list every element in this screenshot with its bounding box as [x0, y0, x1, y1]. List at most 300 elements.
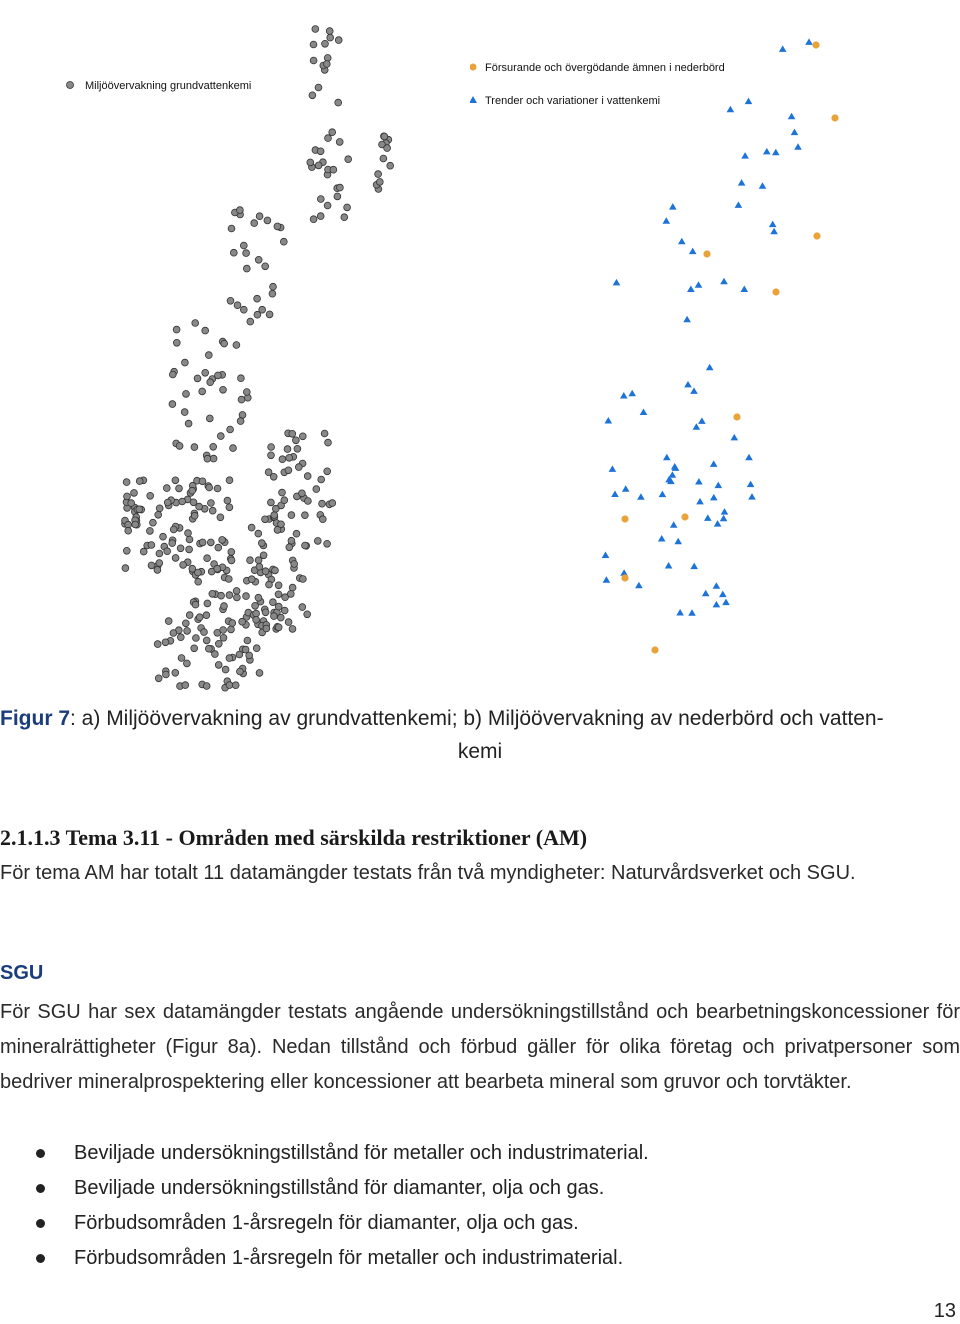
legend-marker-groundwater	[67, 82, 74, 89]
groundwater-station-marker	[140, 548, 147, 555]
caption-text-line2: kemi	[457, 740, 503, 763]
groundwater-station-marker	[299, 433, 306, 440]
groundwater-station-marker	[173, 339, 180, 346]
groundwater-station-marker	[221, 340, 228, 347]
groundwater-station-marker	[266, 311, 273, 318]
groundwater-station-marker	[124, 493, 131, 500]
groundwater-station-marker	[221, 603, 228, 610]
groundwater-station-marker	[206, 415, 213, 422]
groundwater-station-marker	[228, 225, 235, 232]
groundwater-station-marker	[248, 524, 255, 531]
map-groundwater-chemistry	[0, 0, 470, 695]
groundwater-station-marker	[274, 527, 281, 534]
groundwater-station-marker	[156, 560, 163, 567]
groundwater-station-marker	[281, 607, 288, 614]
groundwater-station-marker	[247, 318, 254, 325]
groundwater-station-marker	[268, 499, 275, 506]
trend-station-marker	[748, 493, 756, 500]
groundwater-station-marker	[344, 204, 351, 211]
section-intro: För tema AM har totalt 11 datamängder testats från två myndigheter: Naturvårdsverket och SGU.	[0, 862, 856, 884]
groundwater-station-marker	[220, 627, 227, 634]
trend-station-marker	[674, 538, 682, 545]
groundwater-station-marker	[150, 519, 157, 526]
groundwater-station-marker	[220, 634, 227, 641]
groundwater-station-marker	[177, 634, 184, 641]
groundwater-station-marker	[131, 490, 138, 497]
trend-station-marker	[603, 576, 611, 583]
trend-station-marker	[687, 286, 695, 293]
groundwater-station-marker	[132, 521, 139, 528]
groundwater-station-marker	[123, 479, 130, 486]
groundwater-station-marker	[310, 57, 317, 64]
groundwater-station-marker	[228, 626, 235, 633]
groundwater-station-marker	[295, 464, 302, 471]
list-item-text: Beviljade undersökningstillstånd för metaller och industrimaterial.	[74, 1142, 649, 1164]
groundwater-station-marker	[243, 593, 250, 600]
groundwater-station-marker	[169, 371, 176, 378]
groundwater-station-marker	[330, 166, 337, 173]
groundwater-station-marker	[262, 263, 269, 270]
groundwater-station-marker	[251, 220, 258, 227]
groundwater-station-marker	[387, 162, 394, 169]
groundwater-station-marker	[215, 372, 222, 379]
groundwater-station-marker	[275, 624, 282, 631]
groundwater-station-marker	[384, 145, 391, 152]
groundwater-station-marker	[209, 507, 216, 514]
groundwater-station-marker	[172, 669, 179, 676]
groundwater-station-marker	[170, 526, 177, 533]
groundwater-station-marker	[285, 619, 292, 626]
groundwater-station-marker	[226, 504, 233, 511]
groundwater-station-marker	[299, 604, 306, 611]
trend-station-marker	[684, 381, 692, 388]
groundwater-station-marker	[210, 443, 217, 450]
trend-station-marker	[605, 417, 613, 424]
groundwater-station-marker	[239, 412, 246, 419]
trend-station-marker	[719, 591, 727, 598]
trend-station-marker	[702, 590, 710, 597]
groundwater-station-marker	[186, 612, 193, 619]
bullet-icon	[36, 1254, 45, 1263]
groundwater-station-marker	[191, 645, 198, 652]
groundwater-station-marker	[204, 600, 211, 607]
groundwater-station-marker	[335, 37, 342, 44]
groundwater-station-marker	[341, 214, 348, 221]
groundwater-station-marker	[181, 409, 188, 416]
trend-station-marker	[710, 460, 718, 467]
groundwater-station-marker	[376, 179, 383, 186]
groundwater-station-marker	[253, 645, 260, 652]
groundwater-station-marker	[125, 527, 132, 534]
groundwater-station-marker	[176, 443, 183, 450]
groundwater-station-marker	[381, 133, 388, 140]
groundwater-station-marker	[268, 444, 275, 451]
map-precipitation-water	[470, 0, 960, 695]
groundwater-station-marker	[279, 489, 286, 496]
groundwater-station-marker	[286, 454, 293, 461]
groundwater-station-marker	[259, 306, 266, 313]
groundwater-station-marker	[256, 563, 263, 570]
groundwater-station-marker	[176, 485, 183, 492]
groundwater-station-marker	[203, 637, 210, 644]
groundwater-station-marker	[337, 184, 344, 191]
groundwater-station-marker	[253, 616, 260, 623]
groundwater-station-marker	[199, 478, 206, 485]
trend-station-marker	[715, 482, 723, 489]
bullet-list	[0, 1136, 960, 1276]
legend-label-groundwater: Miljöövervakning grundvattenkemi	[85, 80, 252, 92]
groundwater-station-marker	[312, 26, 319, 33]
bullet-icon	[36, 1184, 45, 1193]
groundwater-station-marker	[288, 512, 295, 519]
groundwater-station-marker	[262, 568, 269, 575]
trend-station-marker	[710, 494, 718, 501]
groundwater-station-marker	[329, 129, 336, 136]
groundwater-station-marker	[196, 503, 203, 510]
groundwater-station-marker	[293, 437, 300, 444]
precipitation-station-marker	[651, 646, 658, 653]
groundwater-station-marker	[252, 602, 259, 609]
groundwater-station-marker	[173, 326, 180, 333]
groundwater-station-marker	[230, 249, 237, 256]
trend-station-marker	[706, 364, 714, 371]
groundwater-station-marker	[230, 445, 237, 452]
groundwater-station-marker	[205, 645, 212, 652]
groundwater-station-marker	[243, 250, 250, 257]
groundwater-station-marker	[262, 516, 269, 523]
groundwater-station-marker	[256, 213, 263, 220]
groundwater-station-marker	[207, 379, 214, 386]
trend-station-marker	[698, 417, 706, 424]
groundwater-station-marker	[215, 544, 222, 551]
groundwater-station-marker	[227, 297, 234, 304]
groundwater-station-marker	[269, 290, 276, 297]
trend-station-marker	[805, 38, 813, 45]
trend-station-marker	[763, 148, 771, 155]
trend-station-marker	[747, 481, 755, 488]
trend-station-marker	[628, 390, 636, 397]
groundwater-station-marker	[229, 620, 236, 627]
groundwater-station-marker	[217, 433, 224, 440]
trend-station-marker	[759, 182, 767, 189]
groundwater-station-marker	[255, 256, 262, 263]
groundwater-station-marker	[225, 576, 232, 583]
groundwater-station-marker	[317, 196, 324, 203]
groundwater-station-marker	[327, 34, 334, 41]
groundwater-station-marker	[122, 565, 129, 572]
groundwater-station-marker	[315, 84, 322, 91]
groundwater-station-marker	[193, 635, 200, 642]
groundwater-station-marker	[279, 456, 286, 463]
groundwater-station-marker	[291, 561, 298, 568]
groundwater-station-marker	[155, 675, 162, 682]
groundwater-station-marker	[310, 41, 317, 48]
trend-station-marker	[678, 238, 686, 245]
trend-station-marker	[713, 601, 721, 608]
groundwater-station-marker	[185, 530, 192, 537]
groundwater-station-marker	[123, 547, 130, 554]
groundwater-station-marker	[180, 562, 187, 569]
trend-station-marker	[689, 248, 697, 255]
groundwater-station-marker	[204, 555, 211, 562]
groundwater-station-marker	[322, 40, 329, 47]
groundwater-station-marker	[268, 452, 275, 459]
groundwater-station-marker	[182, 359, 189, 366]
groundwater-station-marker	[214, 485, 221, 492]
trend-station-marker	[741, 152, 749, 159]
groundwater-station-marker	[177, 545, 184, 552]
groundwater-station-marker	[236, 651, 243, 658]
list-item-text: Förbudsområden 1-årsregeln för diamanter, olja och gas.	[74, 1212, 579, 1234]
groundwater-station-marker	[334, 193, 341, 200]
groundwater-station-marker	[380, 155, 387, 162]
groundwater-station-marker	[326, 28, 333, 35]
groundwater-station-marker	[164, 548, 171, 555]
groundwater-station-marker	[243, 389, 250, 396]
groundwater-station-marker	[192, 320, 199, 327]
groundwater-station-marker	[156, 505, 163, 512]
trend-station-marker	[622, 485, 630, 492]
precipitation-station-marker	[621, 574, 628, 581]
trend-station-marker	[713, 582, 721, 589]
groundwater-station-marker	[321, 430, 328, 437]
groundwater-station-marker	[148, 562, 155, 569]
groundwater-station-marker	[219, 537, 226, 544]
groundwater-station-marker	[255, 530, 262, 537]
groundwater-station-marker	[169, 540, 176, 547]
groundwater-station-marker	[272, 567, 279, 574]
groundwater-station-marker	[207, 539, 214, 546]
groundwater-station-marker	[199, 388, 206, 395]
trend-station-marker	[669, 471, 677, 478]
groundwater-station-marker	[325, 439, 332, 446]
groundwater-station-marker	[201, 629, 208, 636]
groundwater-station-marker	[302, 512, 309, 519]
groundwater-station-marker	[329, 500, 336, 507]
groundwater-station-marker	[234, 302, 241, 309]
trend-station-marker	[745, 98, 753, 105]
section-heading: 2.1.1.3 Tema 3.11 - Områden med särskilda restriktioner (AM)	[0, 825, 588, 850]
groundwater-station-marker	[317, 148, 324, 155]
groundwater-station-marker	[182, 682, 189, 689]
groundwater-station-marker	[210, 455, 217, 462]
groundwater-station-marker	[202, 369, 209, 376]
groundwater-station-marker	[189, 487, 196, 494]
trend-station-marker	[720, 515, 728, 522]
legend-marker-trends	[470, 96, 477, 103]
groundwater-station-marker	[289, 626, 296, 633]
groundwater-station-marker	[192, 601, 199, 608]
bullet-icon	[36, 1149, 45, 1158]
groundwater-station-marker	[270, 283, 277, 290]
precipitation-station-marker	[681, 513, 688, 520]
groundwater-station-marker	[289, 584, 296, 591]
groundwater-station-marker	[260, 552, 267, 559]
groundwater-station-marker	[148, 542, 155, 549]
trend-station-marker	[690, 563, 698, 570]
trend-station-marker	[690, 387, 698, 394]
groundwater-station-marker	[314, 538, 321, 545]
groundwater-station-marker	[154, 567, 161, 574]
groundwater-station-marker	[182, 620, 189, 627]
groundwater-station-marker	[317, 213, 324, 220]
groundwater-station-marker	[299, 490, 306, 497]
groundwater-station-marker	[304, 473, 311, 480]
groundwater-station-marker	[203, 612, 210, 619]
groundwater-station-marker	[195, 578, 202, 585]
groundwater-station-marker	[293, 530, 300, 537]
trend-station-marker	[788, 113, 796, 120]
groundwater-station-marker	[324, 468, 331, 475]
groundwater-station-marker	[319, 516, 326, 523]
groundwater-station-marker	[286, 544, 293, 551]
groundwater-station-marker	[154, 641, 161, 648]
trend-station-marker	[695, 478, 703, 485]
list-item	[0, 1241, 960, 1276]
groundwater-station-marker	[147, 492, 154, 499]
groundwater-station-marker	[183, 391, 190, 398]
groundwater-station-marker	[280, 238, 287, 245]
trend-station-marker	[611, 491, 619, 498]
groundwater-station-marker	[242, 646, 249, 653]
groundwater-station-marker	[233, 588, 240, 595]
trend-station-marker	[735, 201, 743, 208]
groundwater-station-marker	[318, 476, 325, 483]
groundwater-station-marker	[313, 486, 320, 493]
groundwater-station-marker	[186, 546, 193, 553]
groundwater-station-marker	[336, 139, 343, 146]
list-item	[0, 1171, 960, 1206]
trend-station-marker	[637, 493, 645, 500]
list-item-text: Beviljade undersökningstillstånd för diamanter, olja och gas.	[74, 1177, 605, 1199]
groundwater-station-marker	[172, 477, 179, 484]
groundwater-station-marker	[238, 396, 245, 403]
groundwater-station-marker	[287, 591, 294, 598]
trend-station-marker	[695, 281, 703, 288]
trend-station-marker	[693, 423, 701, 430]
trend-station-marker	[704, 514, 712, 521]
trend-station-marker	[670, 521, 678, 528]
groundwater-station-marker	[222, 666, 229, 673]
groundwater-station-marker	[203, 683, 210, 690]
groundwater-station-marker	[265, 469, 272, 476]
groundwater-station-marker	[184, 660, 191, 667]
legend-label-precipitation: Försurande och övergödande ämnen i nederbörd	[485, 62, 725, 74]
groundwater-station-marker	[215, 640, 222, 647]
groundwater-station-marker	[258, 540, 265, 547]
groundwater-station-marker	[206, 484, 213, 491]
groundwater-station-marker	[226, 592, 233, 599]
sgu-paragraph: För SGU har sex datamängder testats angående undersökningstillstånd och bearbetningskoncessioner för mineralrättigheter (Figur 8a). Nedan tillstånd och förbud gäller för olika företag och privatpersoner som bedriver mineralprospektering eller koncessioner att bearbeta mineral som gruvor och torvtäkter.	[0, 1001, 960, 1093]
list-item	[0, 1136, 960, 1171]
groundwater-station-marker	[255, 594, 262, 601]
caption-text-line1: : a) Miljöövervakning av grundvattenkemi; b) Miljöövervakning av nederbörd och vatten-	[70, 707, 884, 730]
legend-marker-precipitation	[470, 64, 477, 71]
groundwater-station-marker	[191, 512, 198, 519]
groundwater-station-marker	[165, 618, 172, 625]
groundwater-station-marker	[239, 618, 246, 625]
groundwater-station-marker	[227, 426, 234, 433]
trend-station-marker	[770, 228, 778, 235]
figure-label: Figur 7	[0, 707, 71, 730]
groundwater-station-marker	[195, 569, 202, 576]
legend-label-trends: Trender och variationer i vattenkemi	[485, 95, 661, 107]
groundwater-station-marker	[217, 514, 224, 521]
groundwater-station-marker	[281, 497, 288, 504]
groundwater-station-marker	[325, 135, 332, 142]
trend-station-marker	[738, 179, 746, 186]
groundwater-station-marker	[248, 576, 255, 583]
groundwater-station-marker	[319, 500, 326, 507]
trend-station-marker	[658, 535, 666, 542]
groundwater-station-marker	[263, 625, 270, 632]
groundwater-station-marker	[202, 327, 209, 334]
groundwater-station-marker	[169, 401, 176, 408]
groundwater-station-marker	[215, 662, 222, 669]
groundwater-station-marker	[232, 682, 239, 689]
trend-station-marker	[609, 465, 617, 472]
groundwater-station-marker	[294, 445, 301, 452]
trend-station-marker	[727, 106, 735, 113]
groundwater-station-marker	[272, 505, 279, 512]
trend-station-marker	[620, 392, 628, 399]
trend-station-marker	[722, 599, 730, 606]
trend-station-marker	[683, 316, 691, 323]
trend-station-marker	[745, 454, 753, 461]
groundwater-station-marker	[285, 467, 292, 474]
groundwater-station-marker	[274, 223, 281, 230]
trend-station-marker	[779, 45, 787, 52]
groundwater-station-marker	[209, 590, 216, 597]
sgu-heading: SGU	[0, 962, 44, 984]
groundwater-station-marker	[262, 609, 269, 616]
groundwater-station-marker	[228, 549, 235, 556]
map-a-points	[122, 26, 394, 692]
groundwater-station-marker	[253, 610, 260, 617]
precipitation-station-marker	[733, 413, 740, 420]
groundwater-station-marker	[345, 156, 352, 163]
groundwater-station-marker	[254, 295, 261, 302]
groundwater-station-marker	[309, 92, 316, 99]
groundwater-station-marker	[237, 418, 244, 425]
groundwater-station-marker	[275, 603, 282, 610]
bullet-icon	[36, 1219, 45, 1228]
groundwater-station-marker	[196, 614, 203, 621]
groundwater-station-marker	[136, 506, 143, 513]
groundwater-station-marker	[191, 444, 198, 451]
trend-station-marker	[602, 552, 610, 559]
groundwater-station-marker	[205, 352, 212, 359]
groundwater-station-marker	[270, 599, 277, 606]
groundwater-station-marker	[208, 500, 215, 507]
groundwater-station-marker	[186, 536, 193, 543]
groundwater-station-marker	[226, 682, 233, 689]
groundwater-station-marker	[324, 540, 331, 547]
groundwater-station-marker	[300, 576, 307, 583]
groundwater-station-marker	[302, 542, 309, 549]
trend-station-marker	[635, 582, 643, 589]
trend-station-marker	[720, 278, 728, 285]
groundwater-station-marker	[178, 655, 185, 662]
precipitation-station-marker	[621, 515, 628, 522]
groundwater-station-marker	[185, 420, 192, 427]
groundwater-station-marker	[136, 478, 143, 485]
groundwater-station-marker	[240, 242, 247, 249]
trend-station-marker	[794, 143, 802, 150]
groundwater-station-marker	[233, 342, 240, 349]
groundwater-station-marker	[204, 455, 211, 462]
precipitation-station-marker	[772, 288, 779, 295]
